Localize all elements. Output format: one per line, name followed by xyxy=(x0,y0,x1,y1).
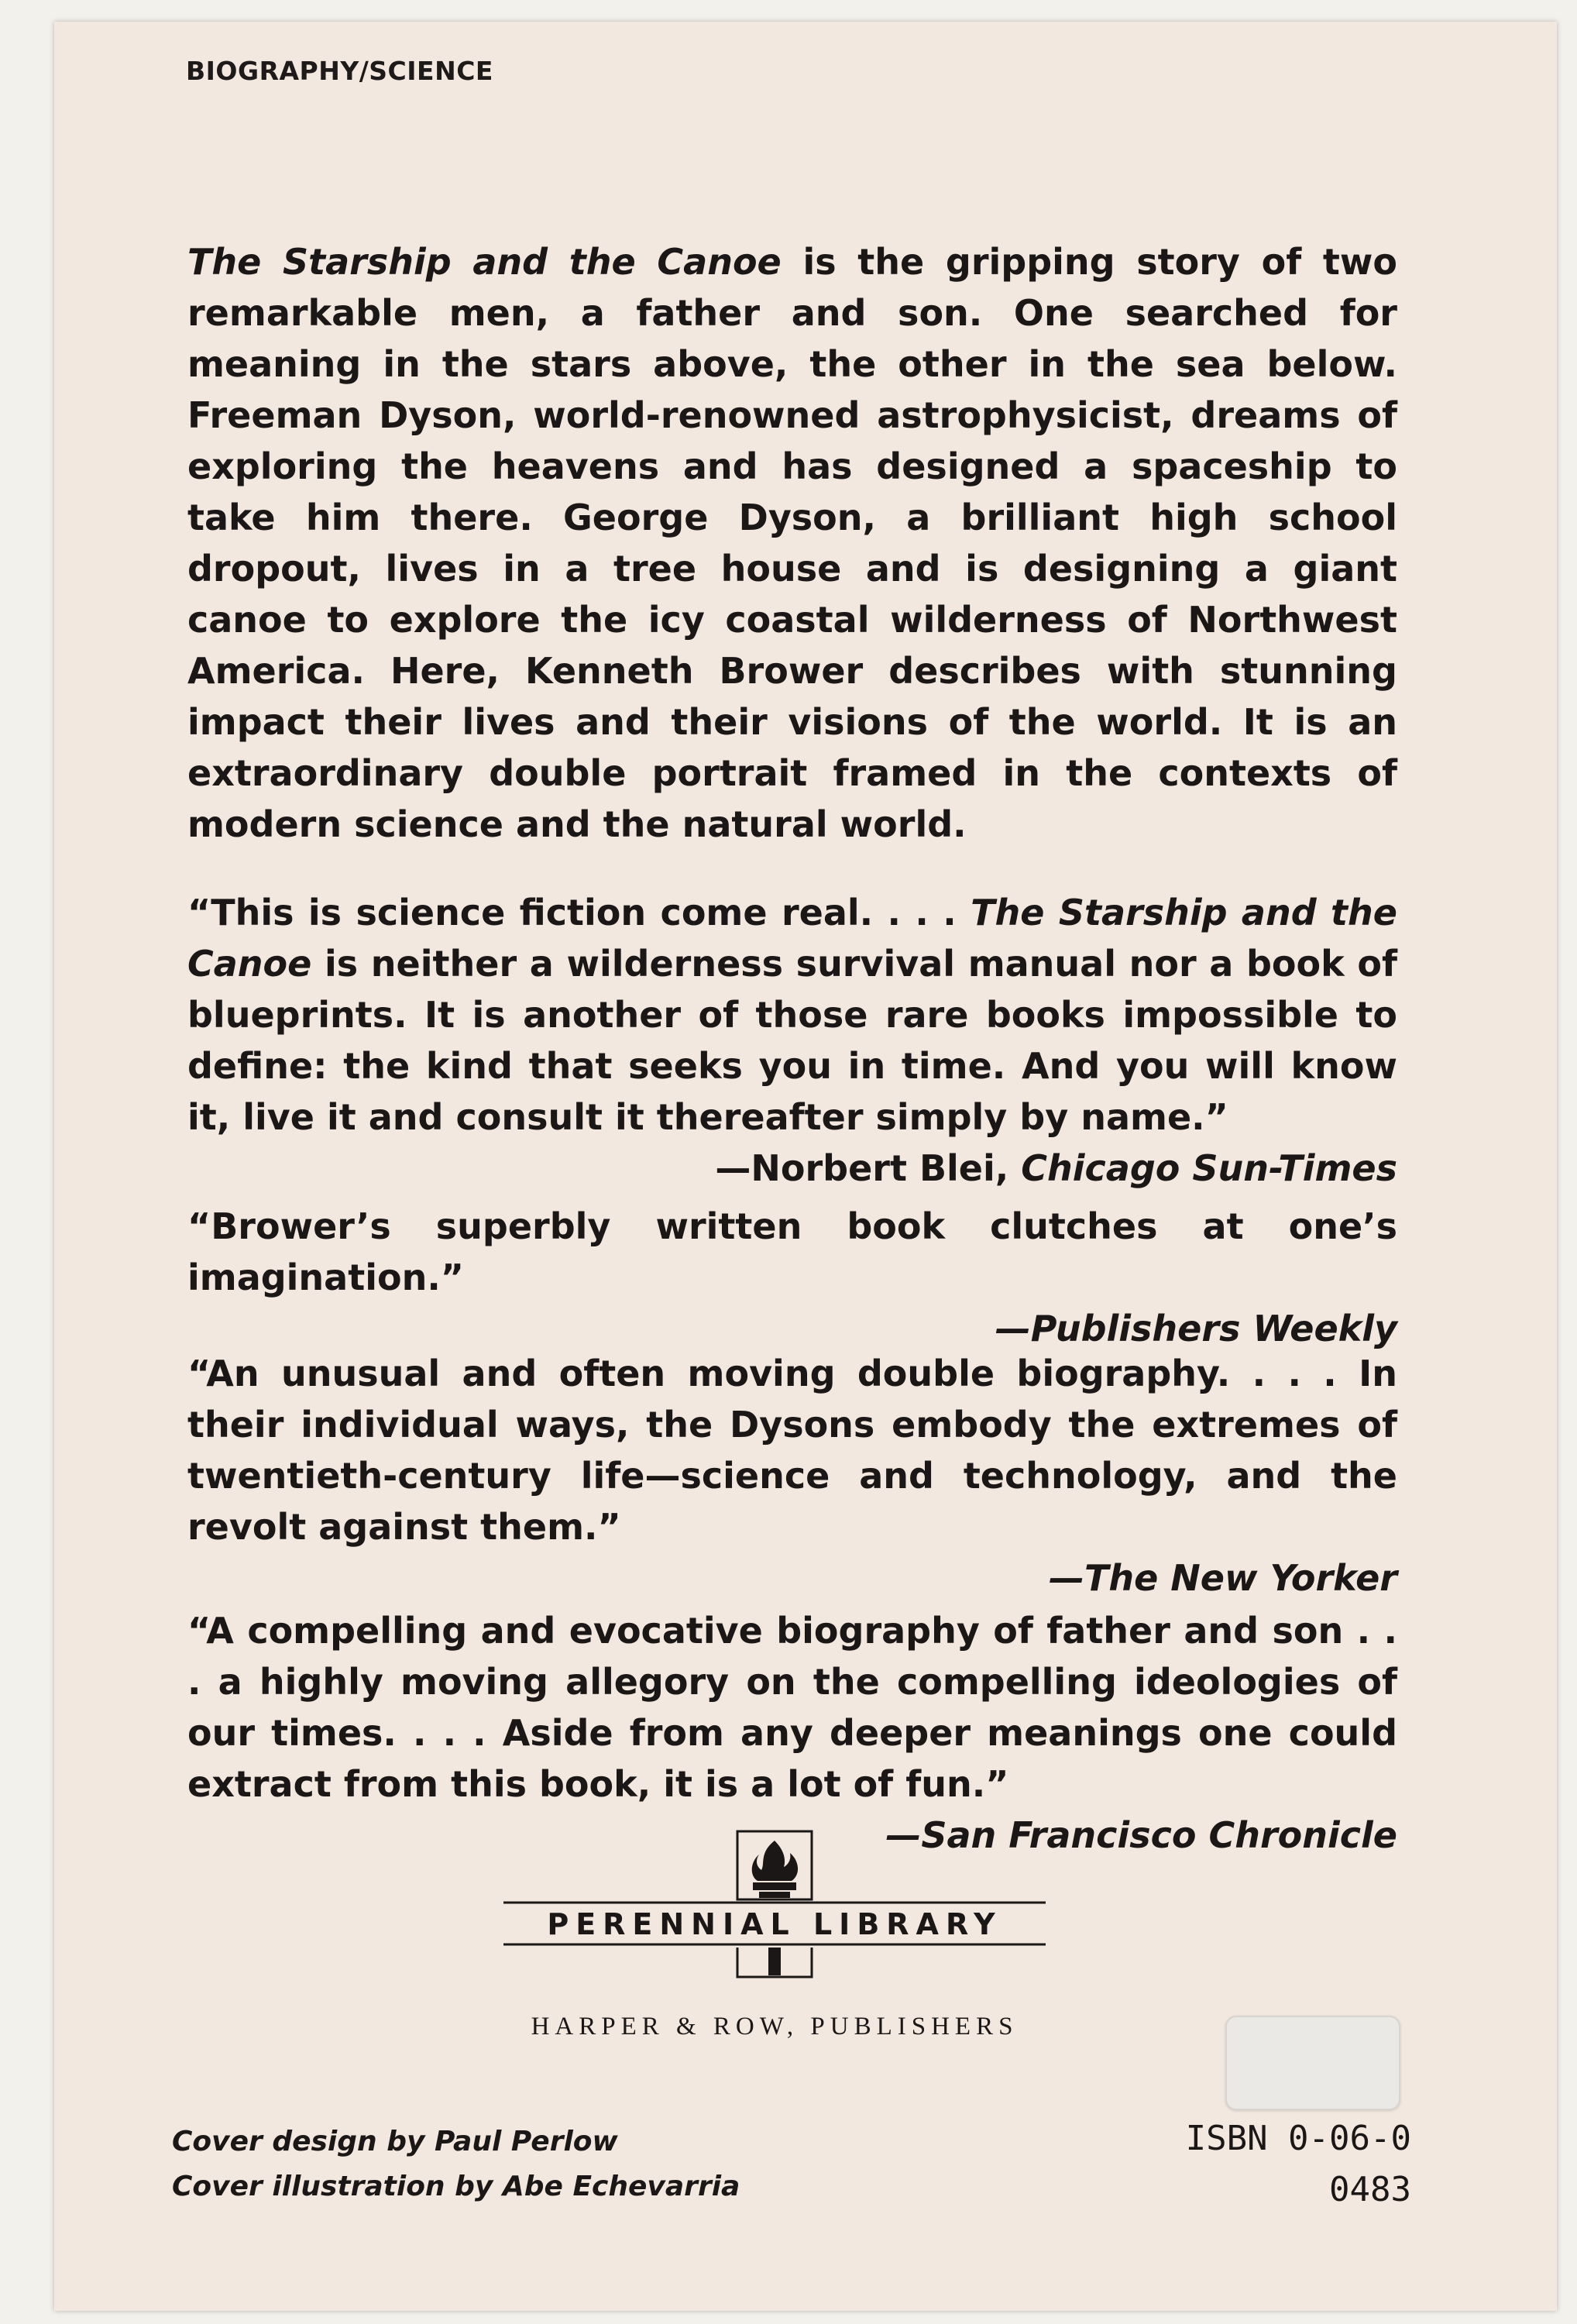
isbn-number: ISBN 0-06-0 xyxy=(1185,2119,1411,2158)
cover-credits xyxy=(172,2119,740,2209)
quote-book-title: The Starship and the Canoe xyxy=(187,892,1397,985)
isbn-code: 0483 xyxy=(1329,2170,1411,2209)
publisher-name: HARPER & ROW, PUBLISHERS xyxy=(531,2013,1019,2040)
quote-attribution: —The New Yorker xyxy=(1048,1557,1397,1599)
quote-attribution xyxy=(715,1143,1397,1194)
price-sticker xyxy=(1225,2016,1400,2110)
imprint-name: PERENNIAL LIBRARY xyxy=(547,1907,1002,1941)
quote-text: “An unusual and often moving double biography. . . . In their individual ways, the Dysons embody the extremes of twentieth-century life—science and technology, and the revolt against them.” xyxy=(187,1353,1397,1548)
quote-attribution: —San Francisco Chronicle xyxy=(885,1814,1397,1856)
quote-text: “This is science fiction come real. . . . xyxy=(187,892,971,933)
publication-name: Chicago Sun-Times xyxy=(1021,1147,1397,1189)
cover-design-credit: Cover design by Paul Perlow xyxy=(172,2126,618,2157)
review-quote xyxy=(187,1605,1397,1861)
reviewer-name: —Norbert Blei, xyxy=(715,1147,1022,1189)
publisher-logo xyxy=(503,1830,1046,1985)
quote-text: is neither a wilderness survival manual nor a book of blueprints. It is another of those rare books impossible to define: the kind that seeks you in time. And you will know it, live it and consult it thereafter simply by name.” xyxy=(187,943,1397,1138)
cover-illustration-credit: Cover illustration by Abe Echevarria xyxy=(172,2171,740,2202)
description-text: is the gripping story of two remarkable men, a father and son. One searched for meaning in the stars above, the other in the sea below. Freeman Dyson, world-renowned astrophysicist, dreams of exploring the heavens and has designed a spaceship to take him there. George Dyson, a brilliant high school dropout, lives in a tree house and is designing a giant canoe to explore the icy coastal wilderness of Northwest America. Here, Kenneth Brower describes with stunning impact their lives and their visions of the world. It is an extraordinary double portrait framed in the contexts of modern science and the natural world. xyxy=(187,241,1397,845)
quote-attribution: —Publishers Weekly xyxy=(995,1308,1397,1349)
review-quote xyxy=(187,1348,1397,1604)
quote-text: “Brower’s superbly written book clutches at one’s imagination.” xyxy=(187,1205,1397,1298)
category-label: BIOGRAPHY/SCIENCE xyxy=(186,56,493,86)
review-quote xyxy=(187,887,1397,1194)
review-quote xyxy=(187,1201,1397,1354)
book-description xyxy=(187,236,1397,850)
book-title: The Starship and the Canoe xyxy=(187,241,782,283)
quote-text: “A compelling and evocative biography of father and son . . . a highly moving allegory on the compelling ideologies of our times. . . . Aside from any deeper meanings one could extract from this book, it is a lot of fun.” xyxy=(187,1610,1397,1805)
isbn-block xyxy=(977,2113,1411,2216)
